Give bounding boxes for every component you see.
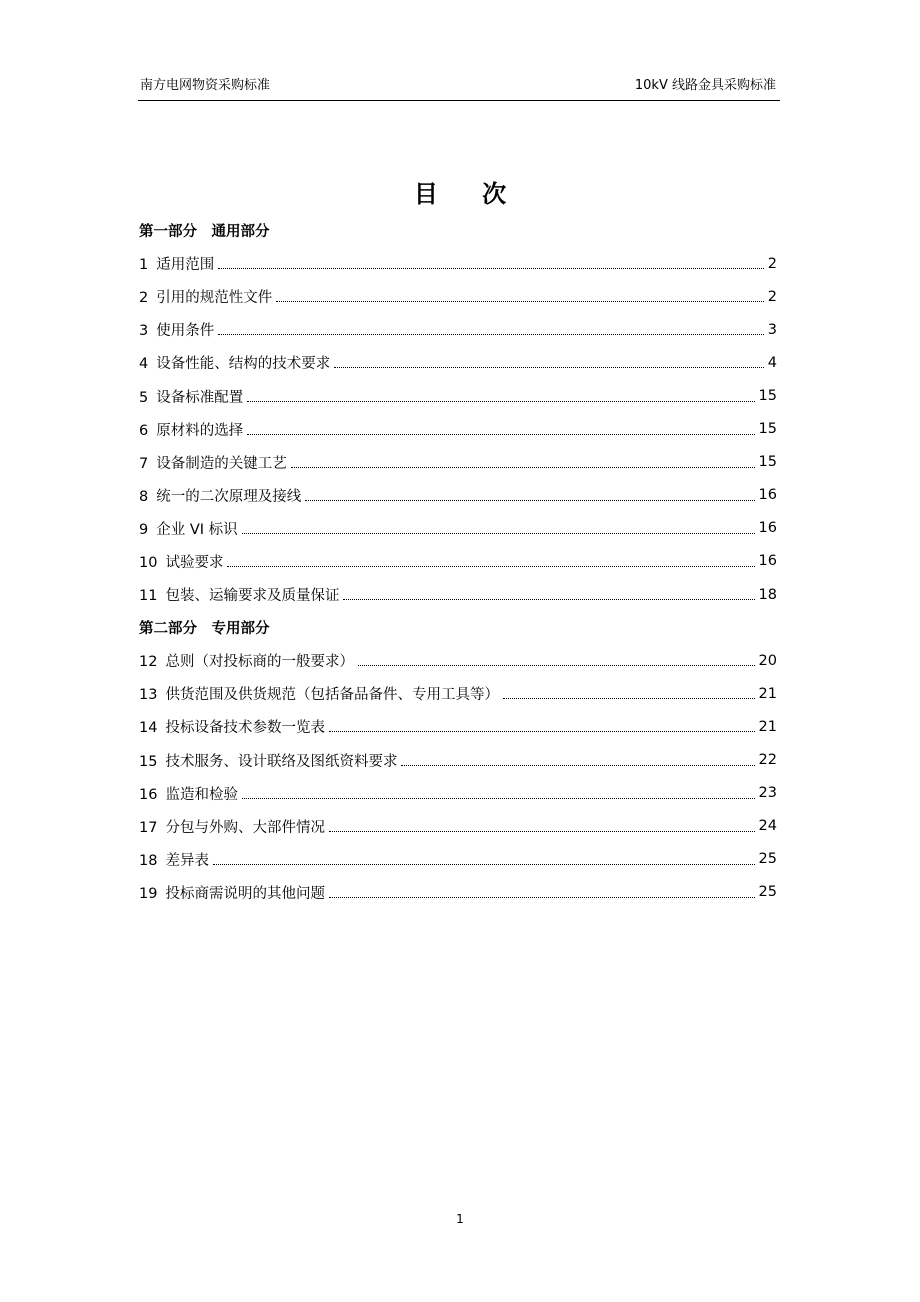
toc-entry[interactable] — [139, 744, 777, 777]
toc-leader-dots — [242, 798, 755, 799]
toc-entry-page: 24 — [758, 818, 777, 835]
toc-entry-label — [139, 584, 341, 605]
toc-leader-dots — [329, 831, 755, 832]
toc-leader-dots — [334, 367, 764, 368]
toc-entry[interactable] — [139, 710, 777, 743]
toc-entry-label — [139, 849, 211, 870]
toc-entry-text: 投标商需说明的其他问题 — [165, 885, 325, 902]
toc-entry-text: 供货范围及供货规范（包括备品备件、专用工具等） — [165, 687, 499, 704]
toc-entry-text: 设备标准配置 — [156, 389, 244, 406]
toc-leader-dots — [247, 434, 754, 435]
toc-part-heading: 第二部分 专用部分 — [139, 621, 270, 638]
toc-entry-number: 2 — [139, 290, 149, 307]
toc-leader-dots — [213, 864, 755, 865]
toc-entry-label — [139, 386, 245, 407]
toc-leader-dots — [329, 731, 755, 732]
toc-entry-label — [139, 816, 327, 837]
toc-entry[interactable] — [139, 479, 777, 512]
toc-entry-label — [139, 452, 289, 473]
toc-entry[interactable] — [139, 545, 777, 578]
toc-entry[interactable] — [139, 677, 777, 710]
toc-entry-text: 差异表 — [165, 852, 209, 869]
toc-entry-page: 16 — [758, 487, 777, 504]
toc-leader-dots — [358, 665, 755, 666]
toc-leader-dots — [242, 533, 755, 534]
toc-entry-number: 8 — [139, 488, 149, 505]
toc-entry-text: 企业 VI 标识 — [156, 521, 238, 538]
toc-entry-number: 1 — [139, 257, 149, 274]
toc-entry-number: 6 — [139, 422, 149, 439]
toc-leader-dots — [305, 500, 754, 501]
toc-entry-text: 包装、运输要求及质量保证 — [165, 588, 340, 605]
toc-entry[interactable] — [139, 777, 777, 810]
toc-entry-label — [139, 783, 240, 804]
toc-entry-number: 16 — [139, 786, 158, 803]
toc-entry-text: 设备制造的关键工艺 — [156, 455, 287, 472]
toc-entry-text: 监造和检验 — [165, 786, 238, 803]
toc-part-heading: 第一部分 通用部分 — [139, 224, 270, 241]
toc-entry-page: 23 — [758, 785, 777, 802]
toc-entry-text: 投标设备技术参数一览表 — [165, 720, 325, 737]
toc-entry[interactable] — [139, 644, 777, 677]
toc-leader-dots — [227, 566, 754, 567]
toc-entry-number: 15 — [139, 753, 158, 770]
header-right-text: 10kV 线路金具采购标准 — [634, 78, 776, 93]
toc-entry-label — [139, 286, 274, 307]
toc-entry-text: 统一的二次原理及接线 — [156, 488, 302, 505]
toc-entry-page: 15 — [758, 421, 777, 438]
toc-entry-number: 9 — [139, 521, 149, 538]
toc-entry-text: 适用范围 — [156, 257, 215, 274]
toc-entry-page: 16 — [758, 520, 777, 537]
toc-entry-label — [139, 352, 332, 373]
toc-leader-dots — [329, 897, 755, 898]
toc-entry-page: 21 — [758, 685, 777, 702]
toc-leader-dots — [503, 698, 755, 699]
toc-entry-number: 17 — [139, 819, 158, 836]
toc-leader-dots — [401, 765, 754, 766]
toc-entry-label — [139, 253, 216, 274]
toc-title: 目 次 — [413, 180, 525, 208]
toc-entry-text: 技术服务、设计联络及图纸资料要求 — [165, 753, 398, 770]
page-number: 1 — [456, 1212, 464, 1226]
toc-entry-label — [139, 518, 240, 539]
toc-entry-number: 4 — [139, 356, 149, 373]
toc-entry-label — [139, 319, 216, 340]
toc-entry-page: 16 — [758, 553, 777, 570]
toc-entry-label — [139, 551, 225, 572]
toc-entry[interactable] — [139, 413, 777, 446]
toc-entry-label — [139, 683, 501, 704]
toc-entry[interactable] — [139, 876, 777, 909]
toc-entry-page: 2 — [767, 255, 777, 272]
toc-entry-text: 总则（对投标商的一般要求） — [165, 654, 354, 671]
toc-entry-page: 3 — [767, 321, 777, 338]
toc-entry-number: 10 — [139, 554, 158, 571]
toc-leader-dots — [218, 334, 764, 335]
toc-entry[interactable] — [139, 280, 777, 313]
toc-entry[interactable] — [139, 843, 777, 876]
toc-entry-page: 22 — [758, 752, 777, 769]
toc-entry-label — [139, 419, 245, 440]
toc-leader-dots — [247, 401, 754, 402]
toc-entry-page: 18 — [758, 586, 777, 603]
toc-entry[interactable] — [139, 379, 777, 412]
toc-entry-number: 13 — [139, 687, 158, 704]
toc-entry-number: 3 — [139, 323, 149, 340]
toc-entry-page: 4 — [767, 354, 777, 371]
page-header — [138, 72, 780, 101]
toc-entry-label — [139, 650, 356, 671]
toc-entry[interactable] — [139, 512, 777, 545]
toc-entry[interactable] — [139, 313, 777, 346]
toc-entry-page: 15 — [758, 454, 777, 471]
toc-entry-text: 引用的规范性文件 — [156, 290, 273, 307]
header-left-text: 南方电网物资采购标准 — [140, 78, 271, 93]
toc-entry-page: 15 — [758, 388, 777, 405]
toc-entry-page: 25 — [758, 851, 777, 868]
toc-entry-label — [139, 882, 327, 903]
toc-entry-label — [139, 485, 303, 506]
toc-leader-dots — [276, 301, 764, 302]
toc-entry-text: 原材料的选择 — [156, 422, 244, 439]
toc-entry-page: 21 — [758, 718, 777, 735]
toc-entry-text: 使用条件 — [156, 323, 215, 340]
toc-entry[interactable] — [139, 247, 777, 280]
toc-entry-page: 2 — [767, 288, 777, 305]
toc-entry-text: 设备性能、结构的技术要求 — [156, 356, 331, 373]
toc-entry-label — [139, 716, 327, 737]
toc-leader-dots — [343, 599, 754, 600]
toc-entry[interactable] — [139, 578, 777, 611]
toc-entry-page: 20 — [758, 652, 777, 669]
toc-entry-text: 试验要求 — [165, 554, 224, 571]
toc-entry-text: 分包与外购、大部件情况 — [165, 819, 325, 836]
toc-entry[interactable] — [139, 810, 777, 843]
toc-entry-number: 18 — [139, 852, 158, 869]
toc-leader-dots — [218, 268, 764, 269]
toc-entry-number: 12 — [139, 654, 158, 671]
toc-entry-number: 5 — [139, 389, 149, 406]
toc-entry[interactable] — [139, 446, 777, 479]
table-of-contents — [139, 214, 777, 909]
toc-entry-number: 14 — [139, 720, 158, 737]
toc-leader-dots — [291, 467, 755, 468]
toc-entry-number: 19 — [139, 885, 158, 902]
toc-entry[interactable] — [139, 346, 777, 379]
toc-entry-label — [139, 750, 399, 771]
toc-entry-number: 11 — [139, 588, 158, 605]
toc-entry-number: 7 — [139, 455, 149, 472]
toc-entry-page: 25 — [758, 884, 777, 901]
